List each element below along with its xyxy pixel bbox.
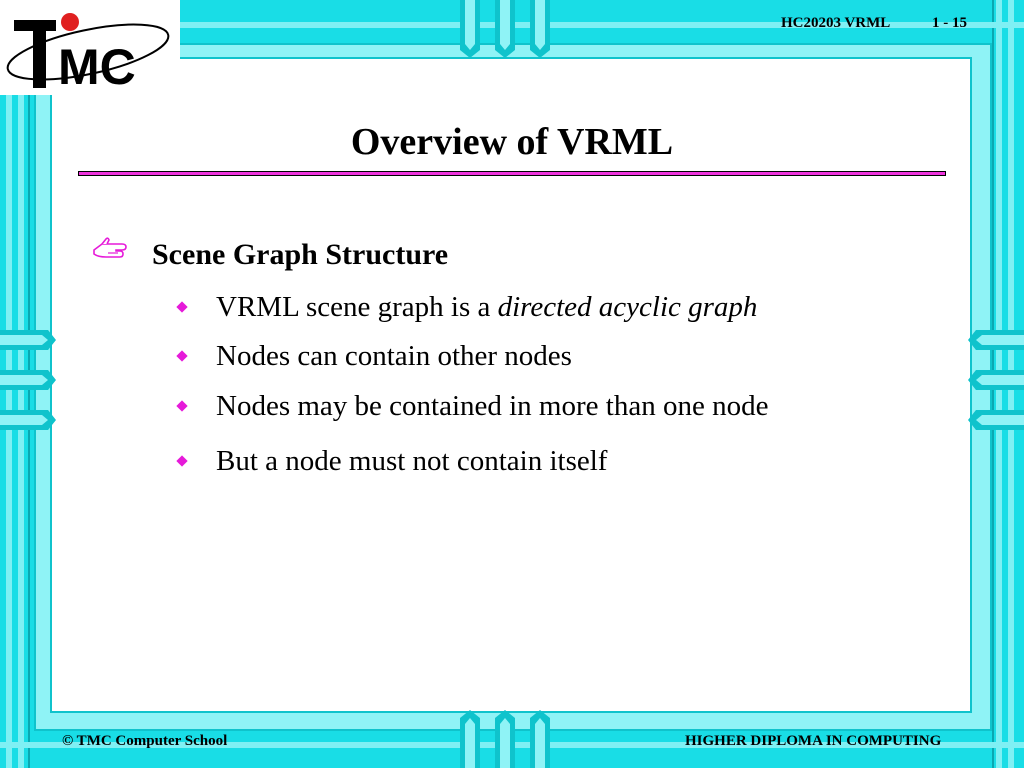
- tmc-logo: [0, 0, 180, 95]
- footer-left: © TMC Computer School: [62, 733, 228, 749]
- bullet-emphasis: directed acyclic graph: [497, 291, 758, 323]
- tmc-logo-mark: [0, 0, 180, 95]
- slide-number: 1 - 15: [932, 15, 967, 31]
- course-code: HC20203 VRML: [781, 15, 891, 31]
- slide-title: Overview of VRML: [350, 121, 674, 163]
- footer-right: HIGHER DIPLOMA IN COMPUTING: [685, 733, 942, 749]
- pointing-hand-icon: [92, 236, 136, 266]
- decorative-chevrons-left: [0, 325, 58, 440]
- title-underline: [78, 171, 946, 176]
- decorative-chevrons-bottom: [455, 708, 565, 768]
- decorative-chevrons-right: [966, 325, 1024, 440]
- bullet-text: VRML scene graph is a: [216, 291, 498, 323]
- bullet-text: Nodes can contain other nodes: [216, 340, 572, 372]
- bullet-text: Nodes may be contained in more than one node: [216, 390, 769, 422]
- decorative-chevrons-top: [455, 0, 565, 60]
- section-heading-text: Scene Graph Structure: [152, 238, 449, 271]
- svg-text:MC: MC: [58, 39, 136, 95]
- bullet-text: But a node must not contain itself: [216, 445, 608, 477]
